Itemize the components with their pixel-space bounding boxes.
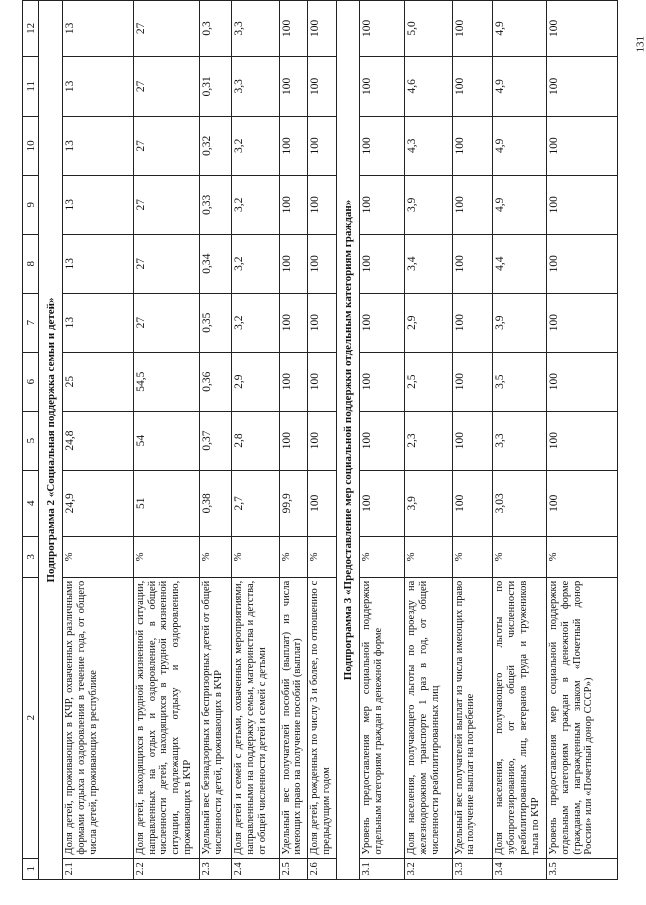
- indicator-description: Доля детей, рожденных по числу 3 и более, по отношению с предыдущим годом: [308, 577, 336, 858]
- indicator-unit: %: [360, 537, 405, 578]
- indicator-value: 27: [133, 293, 199, 352]
- indicator-value: 2,5: [405, 352, 452, 411]
- indicator-table-container: [22, 0, 618, 880]
- indicator-value: 13: [63, 175, 134, 234]
- subprogram-title: Подпрограмма 2 «Социальная поддержка семьи и детей»: [39, 1, 63, 880]
- indicator-unit: %: [200, 537, 232, 578]
- indicator-value: 100: [308, 116, 336, 175]
- indicator-value: 100: [308, 175, 336, 234]
- indicator-id: 2.1: [63, 858, 134, 879]
- indicator-id: 3.5: [547, 858, 618, 879]
- indicator-value: 2,7: [232, 470, 279, 536]
- indicator-value: 2,8: [232, 411, 279, 470]
- indicator-value: 100: [279, 352, 307, 411]
- indicator-value: 100: [360, 56, 405, 116]
- subprogram-title-row: [39, 1, 63, 880]
- indicator-value: 100: [547, 1, 618, 57]
- subprogram-title-row: [336, 1, 360, 880]
- indicator-value: 3,9: [405, 470, 452, 536]
- indicator-unit: %: [279, 537, 307, 578]
- header-cell: 4: [23, 470, 39, 536]
- indicator-value: 27: [133, 234, 199, 293]
- indicator-unit: %: [452, 537, 493, 578]
- indicator-value: 100: [452, 411, 493, 470]
- indicator-id: 2.6: [308, 858, 336, 879]
- indicator-value: 100: [308, 352, 336, 411]
- indicator-value: 4,6: [405, 56, 452, 116]
- indicator-value: 3,2: [232, 293, 279, 352]
- indicator-description: Доля детей, проживающих в КЧР, охваченных различными формами отдыха и оздоровления в течение года, от общего числа детей, проживающих в республике: [63, 577, 134, 858]
- indicator-table: [22, 0, 618, 880]
- header-cell: 8: [23, 234, 39, 293]
- indicator-value: 0,37: [200, 411, 232, 470]
- indicator-value: 27: [133, 116, 199, 175]
- indicator-description: Доля населения, получающего льготы по зубопротезированию, от общей численности реабилитированных лиц, ветеранов труда и тружеников тыла по КЧР: [493, 577, 547, 858]
- indicator-row: [133, 1, 199, 880]
- indicator-value: 4,3: [405, 116, 452, 175]
- indicator-value: 3,5: [493, 352, 547, 411]
- indicator-value: 100: [547, 175, 618, 234]
- indicator-value: 0,31: [200, 56, 232, 116]
- indicator-value: 100: [452, 175, 493, 234]
- indicator-description: Доля детей и семей с детьми, охваченных мероприятиями, направленными на поддержку семьи, материнства и детства, от общей численности детей и семей с детьми: [232, 577, 279, 858]
- indicator-value: 3,9: [493, 293, 547, 352]
- indicator-unit: %: [308, 537, 336, 578]
- indicator-value: 100: [308, 234, 336, 293]
- indicator-value: 100: [279, 175, 307, 234]
- indicator-description: Уровень предоставления мер социальной поддержки отдельным категориям граждан в денежной форме: [360, 577, 405, 858]
- indicator-value: 100: [279, 116, 307, 175]
- indicator-value: 100: [308, 1, 336, 57]
- header-cell: 1: [23, 858, 39, 879]
- indicator-value: 54: [133, 411, 199, 470]
- indicator-value: 100: [308, 56, 336, 116]
- indicator-value: 0,33: [200, 175, 232, 234]
- indicator-value: 13: [63, 116, 134, 175]
- indicator-row: [200, 1, 232, 880]
- header-cell: 11: [23, 56, 39, 116]
- indicator-value: 54,5: [133, 352, 199, 411]
- indicator-value: 24,9: [63, 470, 134, 536]
- indicator-value: 13: [63, 293, 134, 352]
- indicator-description: Удельный вес безнадзорных и беспризорных детей от общей численности детей, проживающих в КЧР: [200, 577, 232, 858]
- indicator-value: 100: [308, 470, 336, 536]
- indicator-value: 100: [360, 470, 405, 536]
- header-cell: 7: [23, 293, 39, 352]
- header-cell: 10: [23, 116, 39, 175]
- indicator-value: 100: [452, 352, 493, 411]
- header-cell: 5: [23, 411, 39, 470]
- indicator-value: 100: [360, 352, 405, 411]
- indicator-unit: %: [63, 537, 134, 578]
- indicator-value: 100: [360, 116, 405, 175]
- indicator-row: [63, 1, 134, 880]
- indicator-row: [493, 1, 547, 880]
- indicator-value: 100: [547, 234, 618, 293]
- indicator-value: 3,9: [405, 175, 452, 234]
- indicator-row: [405, 1, 452, 880]
- indicator-value: 100: [279, 56, 307, 116]
- indicator-value: 24,8: [63, 411, 134, 470]
- indicator-row: [360, 1, 405, 880]
- indicator-value: 3,2: [232, 234, 279, 293]
- indicator-unit: %: [405, 537, 452, 578]
- header-cell: 6: [23, 352, 39, 411]
- indicator-id: 3.3: [452, 858, 493, 879]
- indicator-value: 51: [133, 470, 199, 536]
- indicator-value: 100: [547, 293, 618, 352]
- indicator-id: 2.5: [279, 858, 307, 879]
- indicator-unit: %: [133, 537, 199, 578]
- indicator-unit: %: [232, 537, 279, 578]
- indicator-row: [452, 1, 493, 880]
- header-cell: 3: [23, 537, 39, 578]
- indicator-value: 100: [308, 293, 336, 352]
- indicator-id: 3.1: [360, 858, 405, 879]
- indicator-description: Удельный вес получателей пособий (выплат) из числа имеющих право на получение пособий (выплат): [279, 577, 307, 858]
- indicator-value: 3,4: [405, 234, 452, 293]
- indicator-value: 2,3: [405, 411, 452, 470]
- indicator-value: 100: [452, 293, 493, 352]
- indicator-value: 3,3: [232, 1, 279, 57]
- indicator-value: 100: [308, 411, 336, 470]
- indicator-value: 100: [547, 411, 618, 470]
- indicator-id: 2.2: [133, 858, 199, 879]
- indicator-value: 2,9: [232, 352, 279, 411]
- indicator-value: 100: [360, 1, 405, 57]
- header-cell: 12: [23, 1, 39, 57]
- indicator-value: 4,4: [493, 234, 547, 293]
- indicator-value: 5,0: [405, 1, 452, 57]
- indicator-value: 100: [452, 116, 493, 175]
- indicator-row: [308, 1, 336, 880]
- indicator-id: 3.4: [493, 858, 547, 879]
- indicator-value: 0,3: [200, 1, 232, 57]
- indicator-description: Доля детей, находящихся в трудной жизненной ситуации, направленных на отдых и оздоровление, в общей численности детей, находящихся в трудной жизненной ситуации, подлежащих отдыху и оздоровлению, проживающих в КЧР: [133, 577, 199, 858]
- subprogram-title: Подпрограмма 3 «Предоставление мер социальной поддержки отдельным категориям граждан»: [336, 1, 360, 880]
- indicator-value: 13: [63, 234, 134, 293]
- indicator-value: 0,36: [200, 352, 232, 411]
- indicator-value: 99,9: [279, 470, 307, 536]
- indicator-description: Удельный вес получателей выплат из числа имеющих право на получение выплат на погребение: [452, 577, 493, 858]
- indicator-value: 4,9: [493, 175, 547, 234]
- indicator-value: 0,35: [200, 293, 232, 352]
- indicator-row: [279, 1, 307, 880]
- header-row: [23, 1, 39, 880]
- indicator-row: [547, 1, 618, 880]
- indicator-value: 3,2: [232, 116, 279, 175]
- indicator-value: 13: [63, 56, 134, 116]
- indicator-value: 0,38: [200, 470, 232, 536]
- indicator-value: 4,9: [493, 1, 547, 57]
- indicator-value: 100: [279, 1, 307, 57]
- indicator-description: Уровень предоставления мер социальной поддержки отдельным категориям граждан в денежной форме (гражданам, награжденным знаком «Почетный донор России» или «Почетный донор СССР»): [547, 577, 618, 858]
- indicator-value: 2,9: [405, 293, 452, 352]
- indicator-value: 3,03: [493, 470, 547, 536]
- indicator-value: 100: [360, 411, 405, 470]
- indicator-description: Доля населения, получающего льготы по проезду на железнодорожном транспорте 1 раз в год, от общей численности реабилитированных лиц: [405, 577, 452, 858]
- indicator-value: 100: [452, 470, 493, 536]
- indicator-value: 3,3: [232, 56, 279, 116]
- indicator-value: 100: [547, 352, 618, 411]
- indicator-value: 100: [279, 411, 307, 470]
- indicator-id: 2.3: [200, 858, 232, 879]
- indicator-value: 100: [452, 234, 493, 293]
- indicator-value: 3,2: [232, 175, 279, 234]
- indicator-value: 0,34: [200, 234, 232, 293]
- header-cell: 9: [23, 175, 39, 234]
- indicator-value: 100: [360, 293, 405, 352]
- indicator-value: 100: [360, 175, 405, 234]
- indicator-value: 13: [63, 1, 134, 57]
- indicator-row: [232, 1, 279, 880]
- indicator-value: 27: [133, 1, 199, 57]
- indicator-value: 100: [547, 470, 618, 536]
- indicator-id: 2.4: [232, 858, 279, 879]
- indicator-unit: %: [493, 537, 547, 578]
- indicator-value: 100: [360, 234, 405, 293]
- indicator-value: 27: [133, 175, 199, 234]
- indicator-value: 100: [279, 293, 307, 352]
- indicator-value: 100: [452, 56, 493, 116]
- indicator-value: 27: [133, 56, 199, 116]
- indicator-value: 100: [547, 56, 618, 116]
- indicator-value: 100: [452, 1, 493, 57]
- page-number: 131: [634, 36, 646, 53]
- indicator-unit: %: [547, 537, 618, 578]
- header-cell: 2: [23, 577, 39, 858]
- indicator-id: 3.2: [405, 858, 452, 879]
- indicator-value: 100: [279, 234, 307, 293]
- indicator-value: 3,3: [493, 411, 547, 470]
- indicator-value: 4,9: [493, 116, 547, 175]
- indicator-value: 0,32: [200, 116, 232, 175]
- indicator-value: 25: [63, 352, 134, 411]
- indicator-value: 4,9: [493, 56, 547, 116]
- indicator-value: 100: [547, 116, 618, 175]
